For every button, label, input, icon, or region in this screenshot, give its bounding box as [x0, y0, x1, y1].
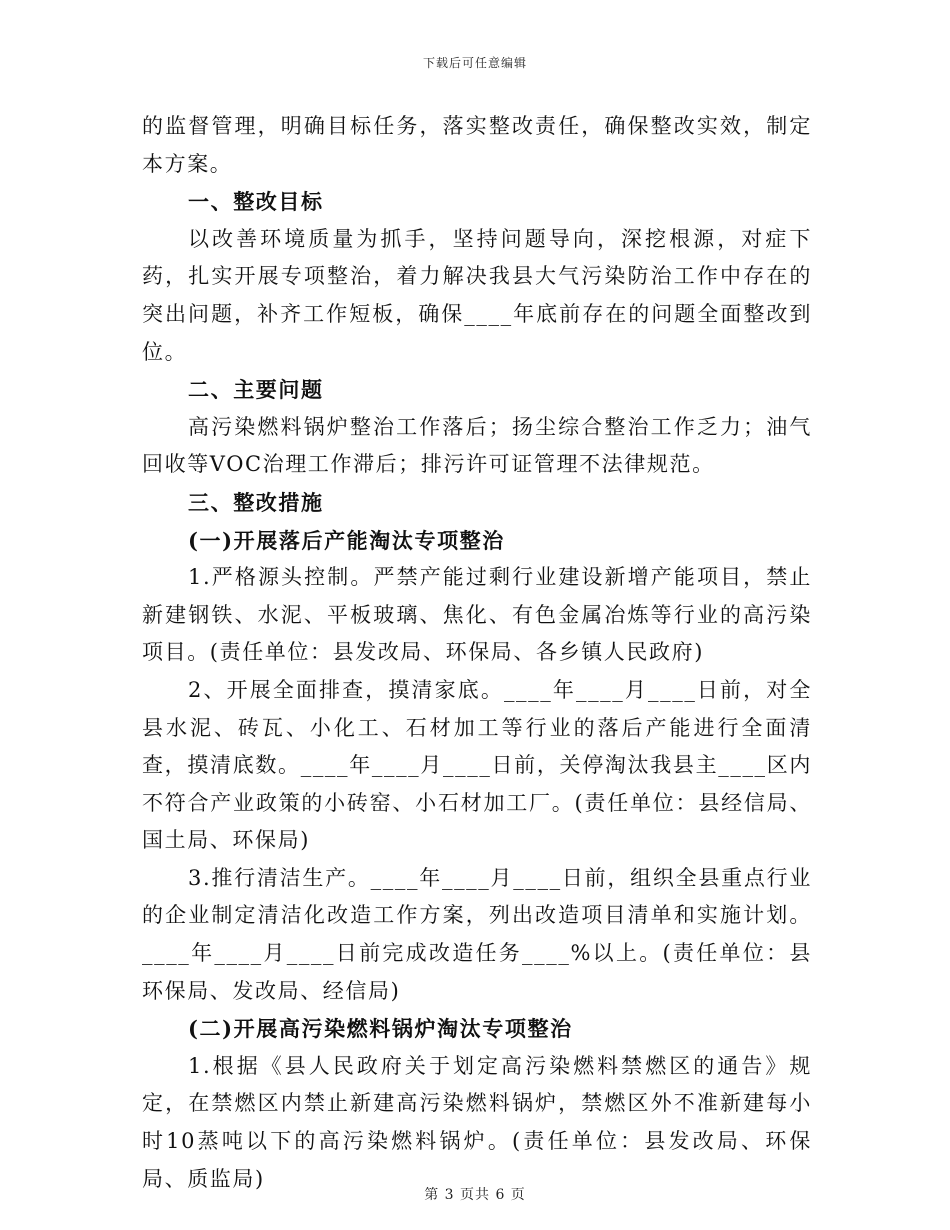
subsection-heading: (一)开展落后产能淘汰专项整治 — [188, 527, 505, 553]
page-footer: 第 3 页共 6 页 — [424, 1187, 526, 1203]
section-heading: 一、整改目标 — [188, 189, 324, 215]
section-heading: 二、主要问题 — [188, 377, 324, 403]
paragraph: 2、开展全面排查，摸清家底。____年____月____日前，对全县水泥、砖瓦、小化工、石材加工等行业的落后产能进行全面清查，摸清底数。____年____月____日前，关停淘汰我县主____区内不符合产业政策的小砖窑、小石材加工厂。(责任单位：县经信局、国土局、环保局) — [142, 677, 812, 853]
document-body — [142, 108, 812, 1198]
subsection-heading: (二)开展高污染燃料锅炉淘汰专项整治 — [188, 1016, 573, 1042]
paragraph: 1.根据《县人民政府关于划定高污染燃料禁燃区的通告》规定，在禁燃区内禁止新建高污染燃料锅炉，禁燃区外不准新建每小时10蒸吨以下的高污染燃料锅炉。(责任单位：县发改局、环保局、质监局) — [142, 1053, 812, 1191]
page-header: 下载后可任意编辑 — [422, 56, 527, 70]
paragraph: 以改善环境质量为抓手，坚持问题导向，深挖根源，对症下药，扎实开展专项整治，着力解决我县大气污染防治工作中存在的突出问题，补齐工作短板，确保____年底前存在的问题全面整改到位。 — [142, 226, 812, 364]
paragraph: 高污染燃料锅炉整治工作落后；扬尘综合整治工作乏力；油气回收等VOC治理工作滞后；排污许可证管理不法律规范。 — [142, 414, 812, 477]
paragraph: 的监督管理，明确目标任务，落实整改责任，确保整改实效，制定本方案。 — [142, 114, 812, 176]
paragraph: 3.推行清洁生产。____年____月____日前，组织全县重点行业的企业制定清洁化改造工作方案，列出改造项目清单和实施计划。____年____月____日前完成改造任务____%以上。(责任单位：县环保局、发改局、经信局) — [142, 865, 812, 1003]
section-heading: 三、整改措施 — [188, 489, 324, 515]
paragraph: 1.严格源头控制。严禁产能过剩行业建设新增产能项目，禁止新建钢铁、水泥、平板玻璃、焦化、有色金属冶炼等行业的高污染项目。(责任单位：县发改局、环保局、各乡镇人民政府) — [142, 565, 812, 665]
